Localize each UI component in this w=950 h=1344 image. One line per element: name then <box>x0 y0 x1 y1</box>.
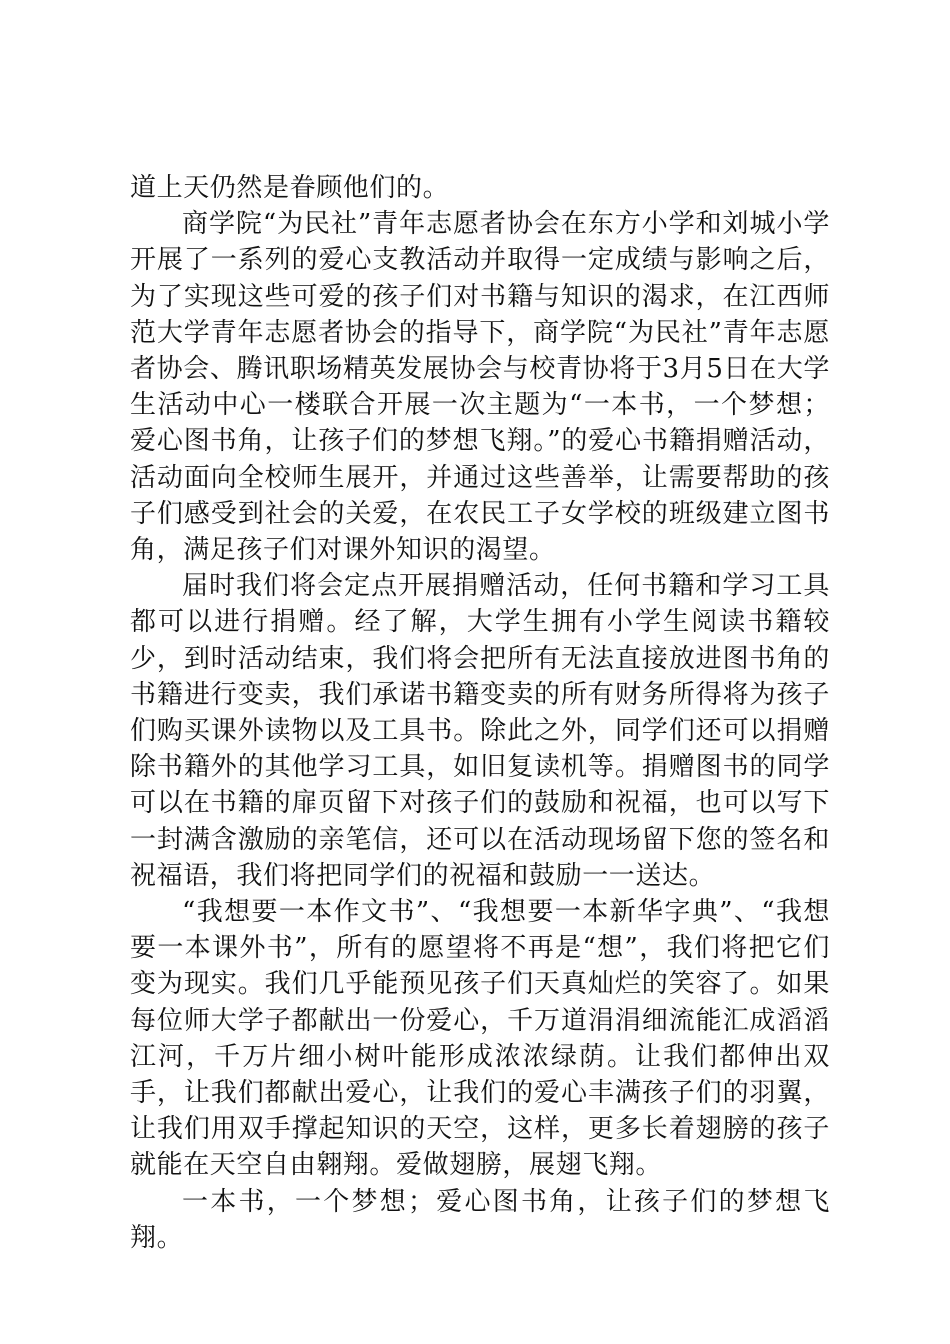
paragraph-activity-intro: 商学院“为民社”青年志愿者协会在东方小学和刘城小学开展了一系列的爱心支教活动并取得一定成绩与影响之后，为了实现这些可爱的孩子们对书籍与知识的渴求，在江西师范大学青年志愿者协会的指导下，商学院“为民社”青年志愿者协会、腾讯职场精英发展协会与校青协将于3月5日在大学生活动中心一楼联合开展一次主题为“一本书，一个梦想；爱心图书角，让孩子们的梦想飞翔。”的爱心书籍捐赠活动，活动面向全校师生展开，并通过这些善举，让需要帮助的孩子们感受到社会的关爱，在农民工子女学校的班级建立图书角，满足孩子们对课外知识的渴望。 <box>130 209 830 566</box>
paragraph-appeal: “我想要一本作文书”、“我想要一本新华字典”、“我想要一本课外书”，所有的愿望将不再是“想”，我们将把它们变为现实。我们几乎能预见孩子们天真灿烂的笑容了。如果每位师大学子都献出一份爱心，千万道涓涓细流能汇成滔滔江河，千万片细小树叶能形成浓浓绿荫。让我们都伸出双手，让我们都献出爱心，让我们的爱心丰满孩子们的羽翼，让我们用双手撑起知识的天空，这样，更多长着翅膀的孩子就能在天空自由翱翔。爱做翅膀，展翅飞翔。 <box>130 897 830 1181</box>
paragraph-donation-details: 届时我们将会定点开展捐赠活动，任何书籍和学习工具都可以进行捐赠。经了解，大学生拥有小学生阅读书籍较少，到时活动结束，我们将会把所有无法直接放进图书角的书籍进行变卖，我们承诺书籍变卖的所有财务所得将为孩子们购买课外读物以及工具书。除此之外，同学们还可以捐赠除书籍外的其他学习工具，如旧复读机等。捐赠图书的同学可以在书籍的扉页留下对孩子们的鼓励和祝福，也可以写下一封满含激励的亲笔信，还可以在活动现场留下您的签名和祝福语，我们将把同学们的祝福和鼓励一一送达。 <box>130 571 830 891</box>
document-body <box>130 170 830 1256</box>
paragraph-slogan: 一本书，一个梦想；爱心图书角，让孩子们的梦想飞翔。 <box>130 1186 830 1253</box>
paragraph-continuation: 道上天仍然是眷顾他们的。 <box>130 173 450 203</box>
